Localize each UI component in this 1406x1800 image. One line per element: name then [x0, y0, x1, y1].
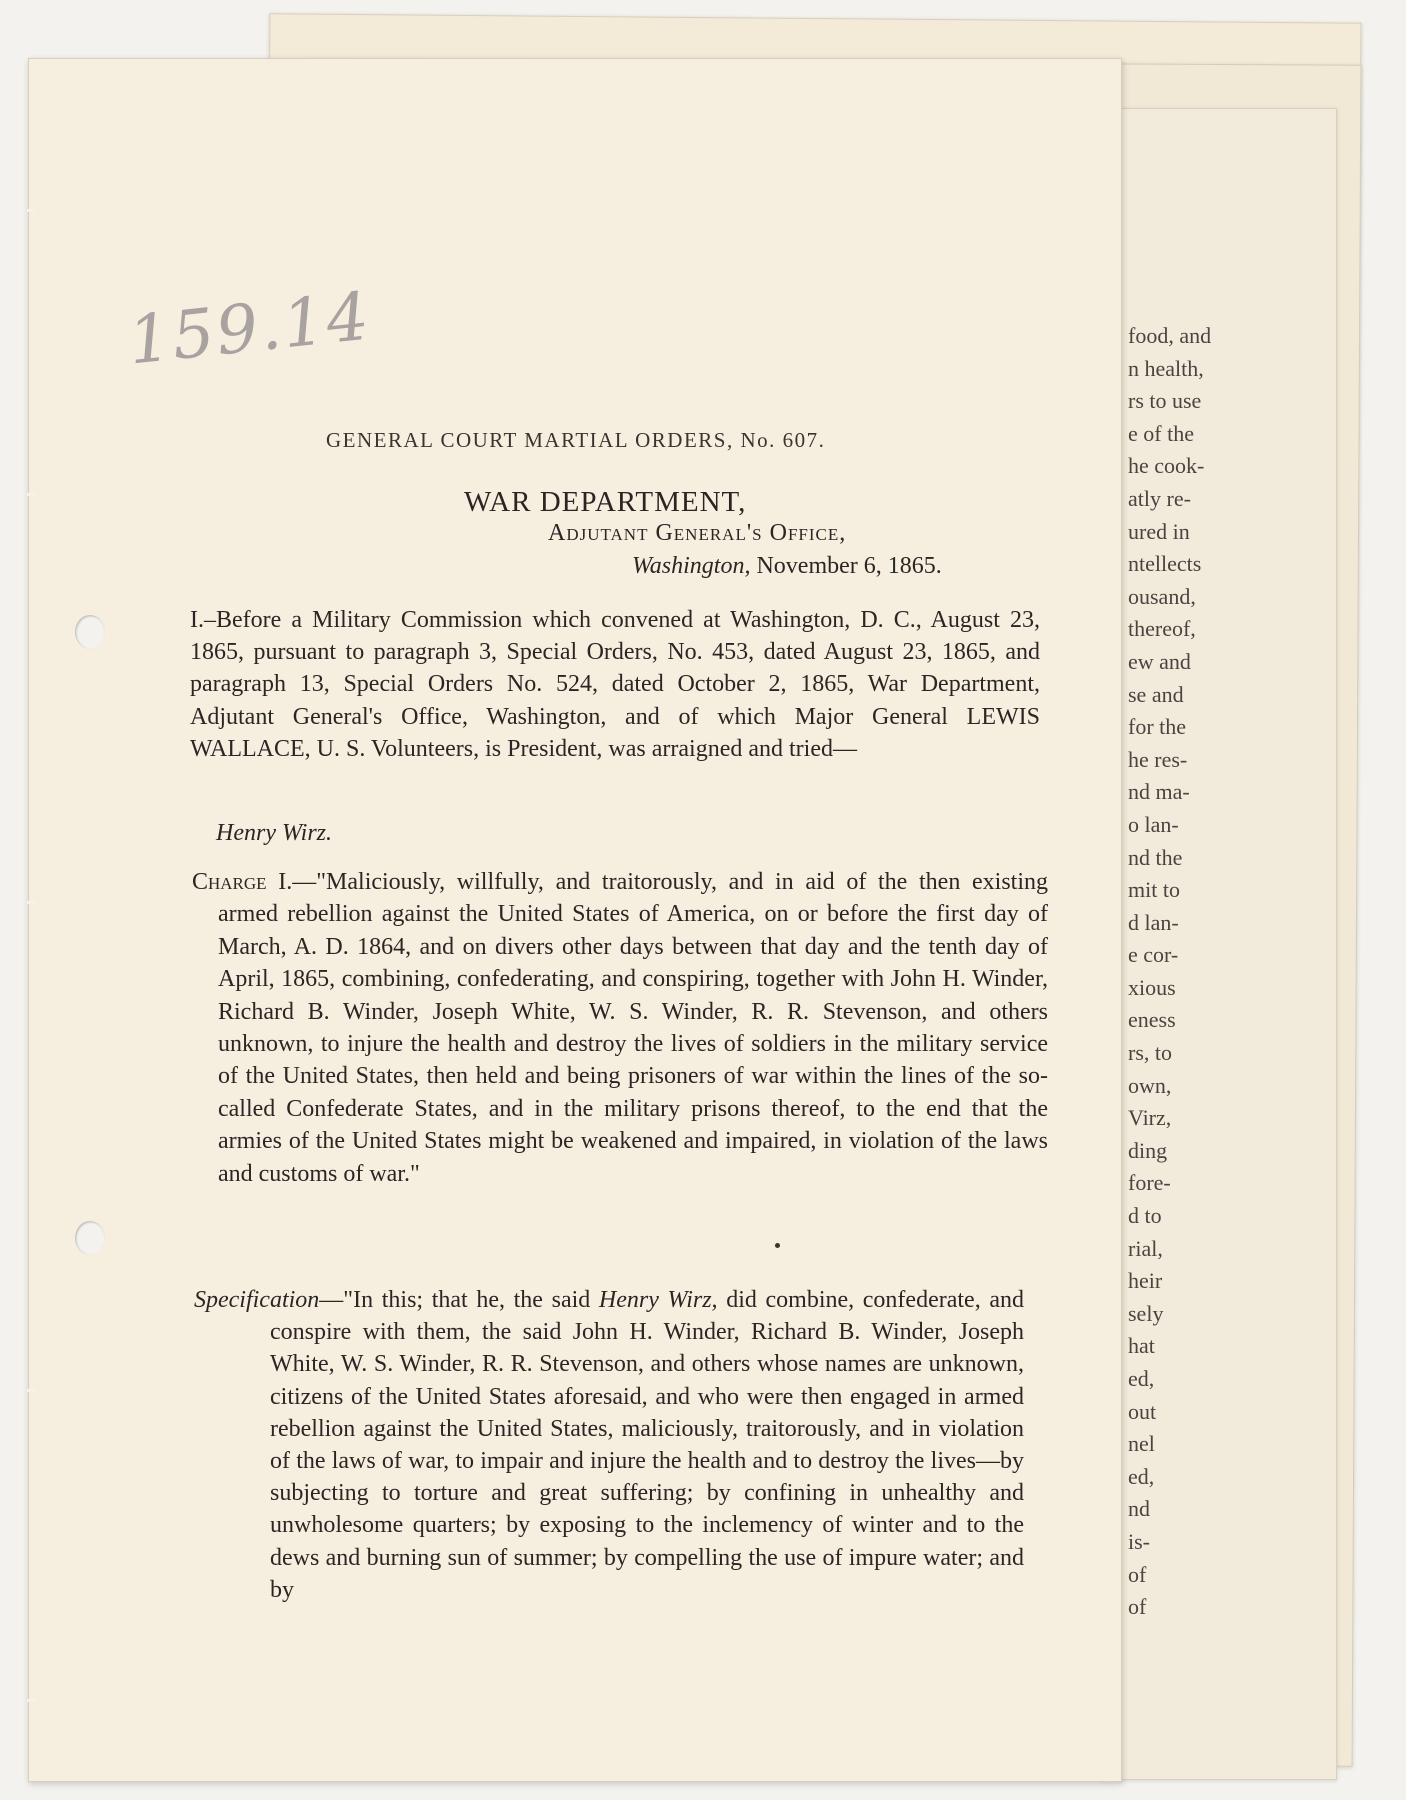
back-page-line: of — [1128, 1561, 1147, 1587]
back-page-line: ed, — [1128, 1463, 1155, 1489]
page-notch — [27, 901, 35, 904]
charge-text: —"Maliciously, willfully, and traitorously, and in aid of the then existing armed rebellion against the United States of America, on or before the first day of March, A. D. 1864, and on divers other days between that day and the tenth day of April, 1865, combining, confederating, and conspiring, together with John H. Winder, Richard B. Winder, Joseph White, W. S. Winder, R. R. Stevenson, and others unknown, to injure the health and destroy the lives of soldiers in the military service of the United States, then held and being prisoners of war within the lines of the so-called Confederate States, and in the military prisons thereof, to the end that the armies of the United States might be weakened and impaired, in violation of the laws and customs of war." — [218, 869, 1048, 1187]
back-page-line: ousand, — [1128, 583, 1196, 609]
back-page-line: mit to — [1128, 877, 1180, 903]
back-page-line: nd ma- — [1128, 779, 1190, 805]
back-page-line: heir — [1128, 1268, 1163, 1294]
back-page-line: Virz, — [1128, 1105, 1172, 1131]
back-page-line: fore- — [1128, 1170, 1171, 1196]
ink-dot — [775, 1243, 780, 1248]
charge-label: Charge I. — [192, 869, 293, 895]
back-page-line: ntellects — [1128, 551, 1202, 577]
back-page-line: e of the — [1128, 420, 1194, 446]
back-page-line: rs to use — [1128, 388, 1202, 414]
date: November 6, 1865. — [756, 553, 942, 579]
accused-name: Henry Wirz. — [216, 820, 332, 846]
orders-title: GENERAL COURT MARTIAL ORDERS, No. 607. — [326, 428, 826, 452]
intro-paragraph: I.–Before a Military Commission which convened at Washington, D. C., August 23, 1865, pursuant to paragraph 3, Special Orders, No. 453, dated August 23, 1865, and paragraph 13, Special Orders No. 524, dated October 2, 1865, War Department, Adjutant General's Office, Washington, and of which Major General LEWIS WALLACE, U. S. Volunteers, is President, was arraigned and tried— — [190, 607, 1040, 762]
back-page-line: nel — [1128, 1431, 1155, 1457]
back-page-line: ew and — [1128, 648, 1191, 674]
back-page-line: e cor- — [1128, 942, 1179, 968]
back-page-line: d to — [1128, 1203, 1162, 1229]
back-page-line: xious — [1128, 974, 1176, 1000]
back-page-text — [1128, 320, 1328, 1624]
back-page-line: n health, — [1128, 355, 1204, 381]
back-page-line: atly re- — [1128, 485, 1191, 511]
specification-text-b: did combine, confederate, and conspire with them, the said John H. Winder, Richard B. Winder, Joseph White, W. S. Winder, R. R. Stevenson, and others whose names are unknown, citizens of the United States aforesaid, and who were then engaged in armed rebellion against the United States, maliciously, traitorously, and in violation of the laws of war, to impair and injure the health and to destroy the lives—by subjecting to torture and great suffering; by confining in unhealthy and unwholesome quarters; by exposing to the inclemency of winter and to the dews and burning sun of summer; by compelling the use of impure water; and by — [270, 1287, 1024, 1603]
specification-label: Specification — [194, 1287, 320, 1313]
back-page-line: rs, to — [1128, 1040, 1172, 1066]
office-heading: Adjutant General's Office, — [548, 520, 847, 546]
back-page-line: he res- — [1128, 746, 1188, 772]
page-notch — [27, 1389, 35, 1392]
back-page-line: sely — [1128, 1300, 1164, 1326]
back-page-line: out — [1128, 1398, 1157, 1424]
back-page-line: ding — [1128, 1137, 1168, 1163]
place-date — [632, 553, 942, 580]
punch-hole — [75, 1221, 105, 1255]
back-page-line: for the — [1128, 714, 1187, 740]
back-page-line: nd — [1128, 1496, 1150, 1522]
back-page-line: o lan- — [1128, 811, 1179, 837]
back-page-line: thereof, — [1128, 616, 1196, 642]
specification-text-a: —"In this; that he, the said — [319, 1287, 599, 1313]
back-page-line: own, — [1128, 1072, 1172, 1098]
back-page-line: eness — [1128, 1007, 1176, 1033]
back-page-line: of — [1128, 1594, 1147, 1620]
back-page-line: nd the — [1128, 844, 1183, 870]
handwritten-note: 159.14 — [124, 277, 375, 380]
page-notch — [27, 1699, 35, 1702]
back-page-line: is- — [1128, 1528, 1150, 1554]
specification-name: Henry Wirz, — [598, 1287, 718, 1313]
specification-paragraph — [194, 1284, 1024, 1606]
department-heading: WAR DEPARTMENT, — [464, 486, 747, 518]
back-page-line: food, and — [1128, 323, 1212, 348]
punch-hole — [75, 615, 105, 649]
back-page-line: ed, — [1128, 1366, 1155, 1391]
page-notch — [27, 493, 35, 496]
back-page-line: d lan- — [1128, 909, 1179, 935]
charge-paragraph — [192, 866, 1048, 1190]
back-page-line: se and — [1128, 681, 1184, 707]
back-page-line: rial, — [1128, 1235, 1163, 1261]
place: Washington, — [632, 553, 751, 579]
back-page-line: hat — [1128, 1333, 1155, 1359]
page-notch — [27, 209, 35, 212]
back-page-line: ured in — [1128, 518, 1190, 544]
back-page-line: he cook- — [1128, 453, 1205, 479]
